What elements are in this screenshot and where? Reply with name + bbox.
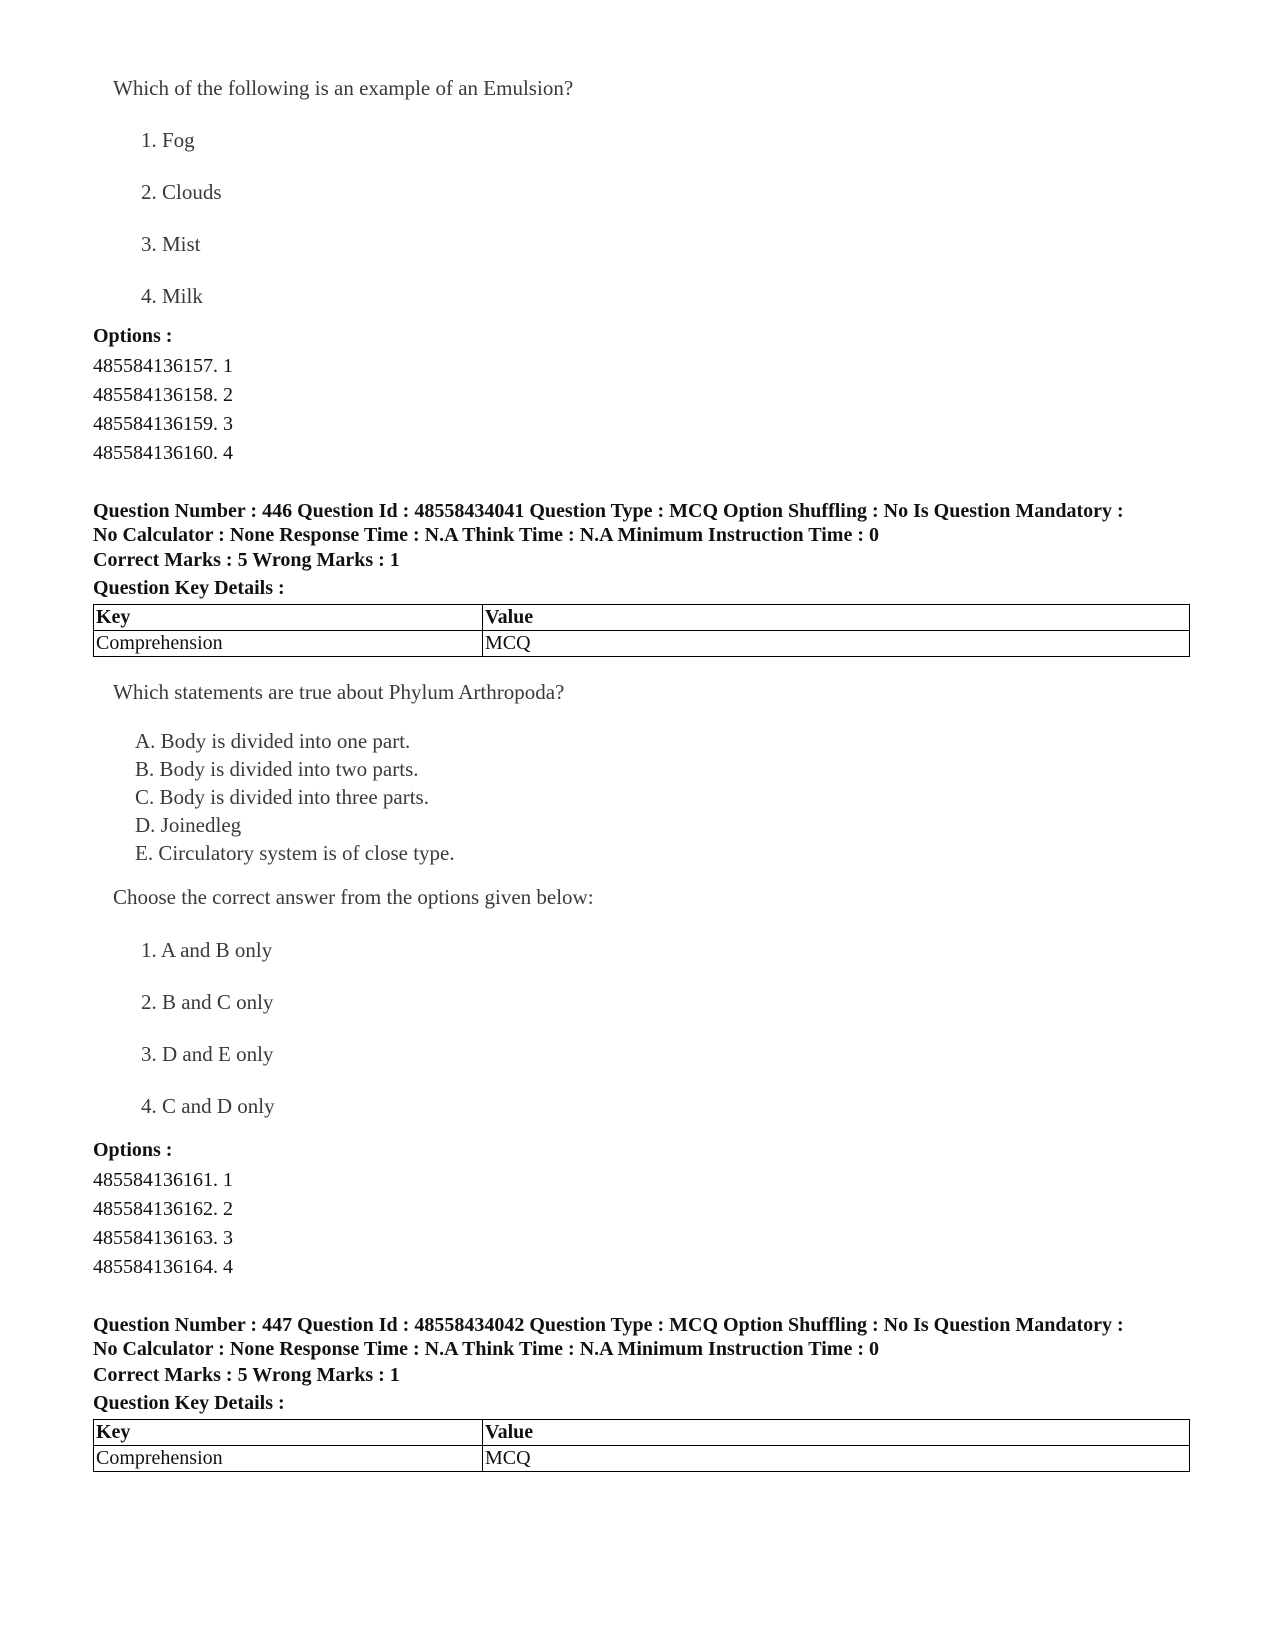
option-id: 485584136164. 4 — [93, 1256, 233, 1278]
choice-3: 3. Mist — [141, 232, 201, 256]
options-label: Options : — [93, 1139, 173, 1161]
question-text: Which of the following is an example of an Emulsion? — [113, 76, 574, 100]
table-row — [94, 1446, 1190, 1472]
statement: E. Circulatory system is of close type. — [135, 841, 455, 865]
table-header-row — [94, 605, 1190, 631]
meta-line: Question Number : 446 Question Id : 48558434041 Question Type : MCQ Option Shuffling : No Is Question Mandatory : — [93, 500, 1124, 522]
marks-line: Correct Marks : 5 Wrong Marks : 1 — [93, 549, 400, 571]
key-details-table — [93, 604, 1190, 657]
instruction-text: Choose the correct answer from the options given below: — [113, 885, 594, 909]
choice-1: 1. A and B only — [141, 938, 273, 962]
table-header-value: Value — [483, 605, 1190, 631]
table-header-value: Value — [483, 1420, 1190, 1446]
table-header-key: Key — [94, 1420, 483, 1446]
statement: C. Body is divided into three parts. — [135, 785, 429, 809]
choice-1: 1. Fog — [141, 128, 195, 152]
choice-2: 2. B and C only — [141, 990, 274, 1014]
key-details-label: Question Key Details : — [93, 1392, 285, 1414]
meta-line: No Calculator : None Response Time : N.A Think Time : N.A Minimum Instruction Time : 0 — [93, 1338, 879, 1360]
options-label: Options : — [93, 325, 173, 347]
option-id: 485584136158. 2 — [93, 384, 233, 406]
option-id: 485584136157. 1 — [93, 355, 233, 377]
table-header-row — [94, 1420, 1190, 1446]
option-id: 485584136163. 3 — [93, 1227, 233, 1249]
choice-2: 2. Clouds — [141, 180, 222, 204]
table-header-key: Key — [94, 605, 483, 631]
options-list — [93, 352, 233, 468]
statement: B. Body is divided into two parts. — [135, 757, 419, 781]
table-cell-key: Comprehension — [94, 631, 483, 657]
option-id: 485584136160. 4 — [93, 442, 233, 464]
option-id: 485584136161. 1 — [93, 1169, 233, 1191]
question-meta — [93, 1313, 1193, 1361]
question-text: Which statements are true about Phylum Arthropoda? — [113, 680, 565, 704]
key-details-label: Question Key Details : — [93, 577, 285, 599]
choice-3: 3. D and E only — [141, 1042, 274, 1066]
choice-4: 4. Milk — [141, 284, 203, 308]
table-cell-value: MCQ — [483, 631, 1190, 657]
statement-list — [135, 727, 455, 867]
key-details-table — [93, 1419, 1190, 1472]
options-list — [93, 1166, 233, 1282]
marks-line: Correct Marks : 5 Wrong Marks : 1 — [93, 1364, 400, 1386]
table-row — [94, 631, 1190, 657]
question-meta — [93, 499, 1193, 547]
meta-line: Question Number : 447 Question Id : 48558434042 Question Type : MCQ Option Shuffling : No Is Question Mandatory : — [93, 1314, 1124, 1336]
meta-line: No Calculator : None Response Time : N.A Think Time : N.A Minimum Instruction Time : 0 — [93, 524, 879, 546]
statement: D. Joinedleg — [135, 813, 242, 837]
option-id: 485584136159. 3 — [93, 413, 233, 435]
option-id: 485584136162. 2 — [93, 1198, 233, 1220]
table-cell-key: Comprehension — [94, 1446, 483, 1472]
table-cell-value: MCQ — [483, 1446, 1190, 1472]
statement: A. Body is divided into one part. — [135, 729, 411, 753]
choice-4: 4. C and D only — [141, 1094, 275, 1118]
